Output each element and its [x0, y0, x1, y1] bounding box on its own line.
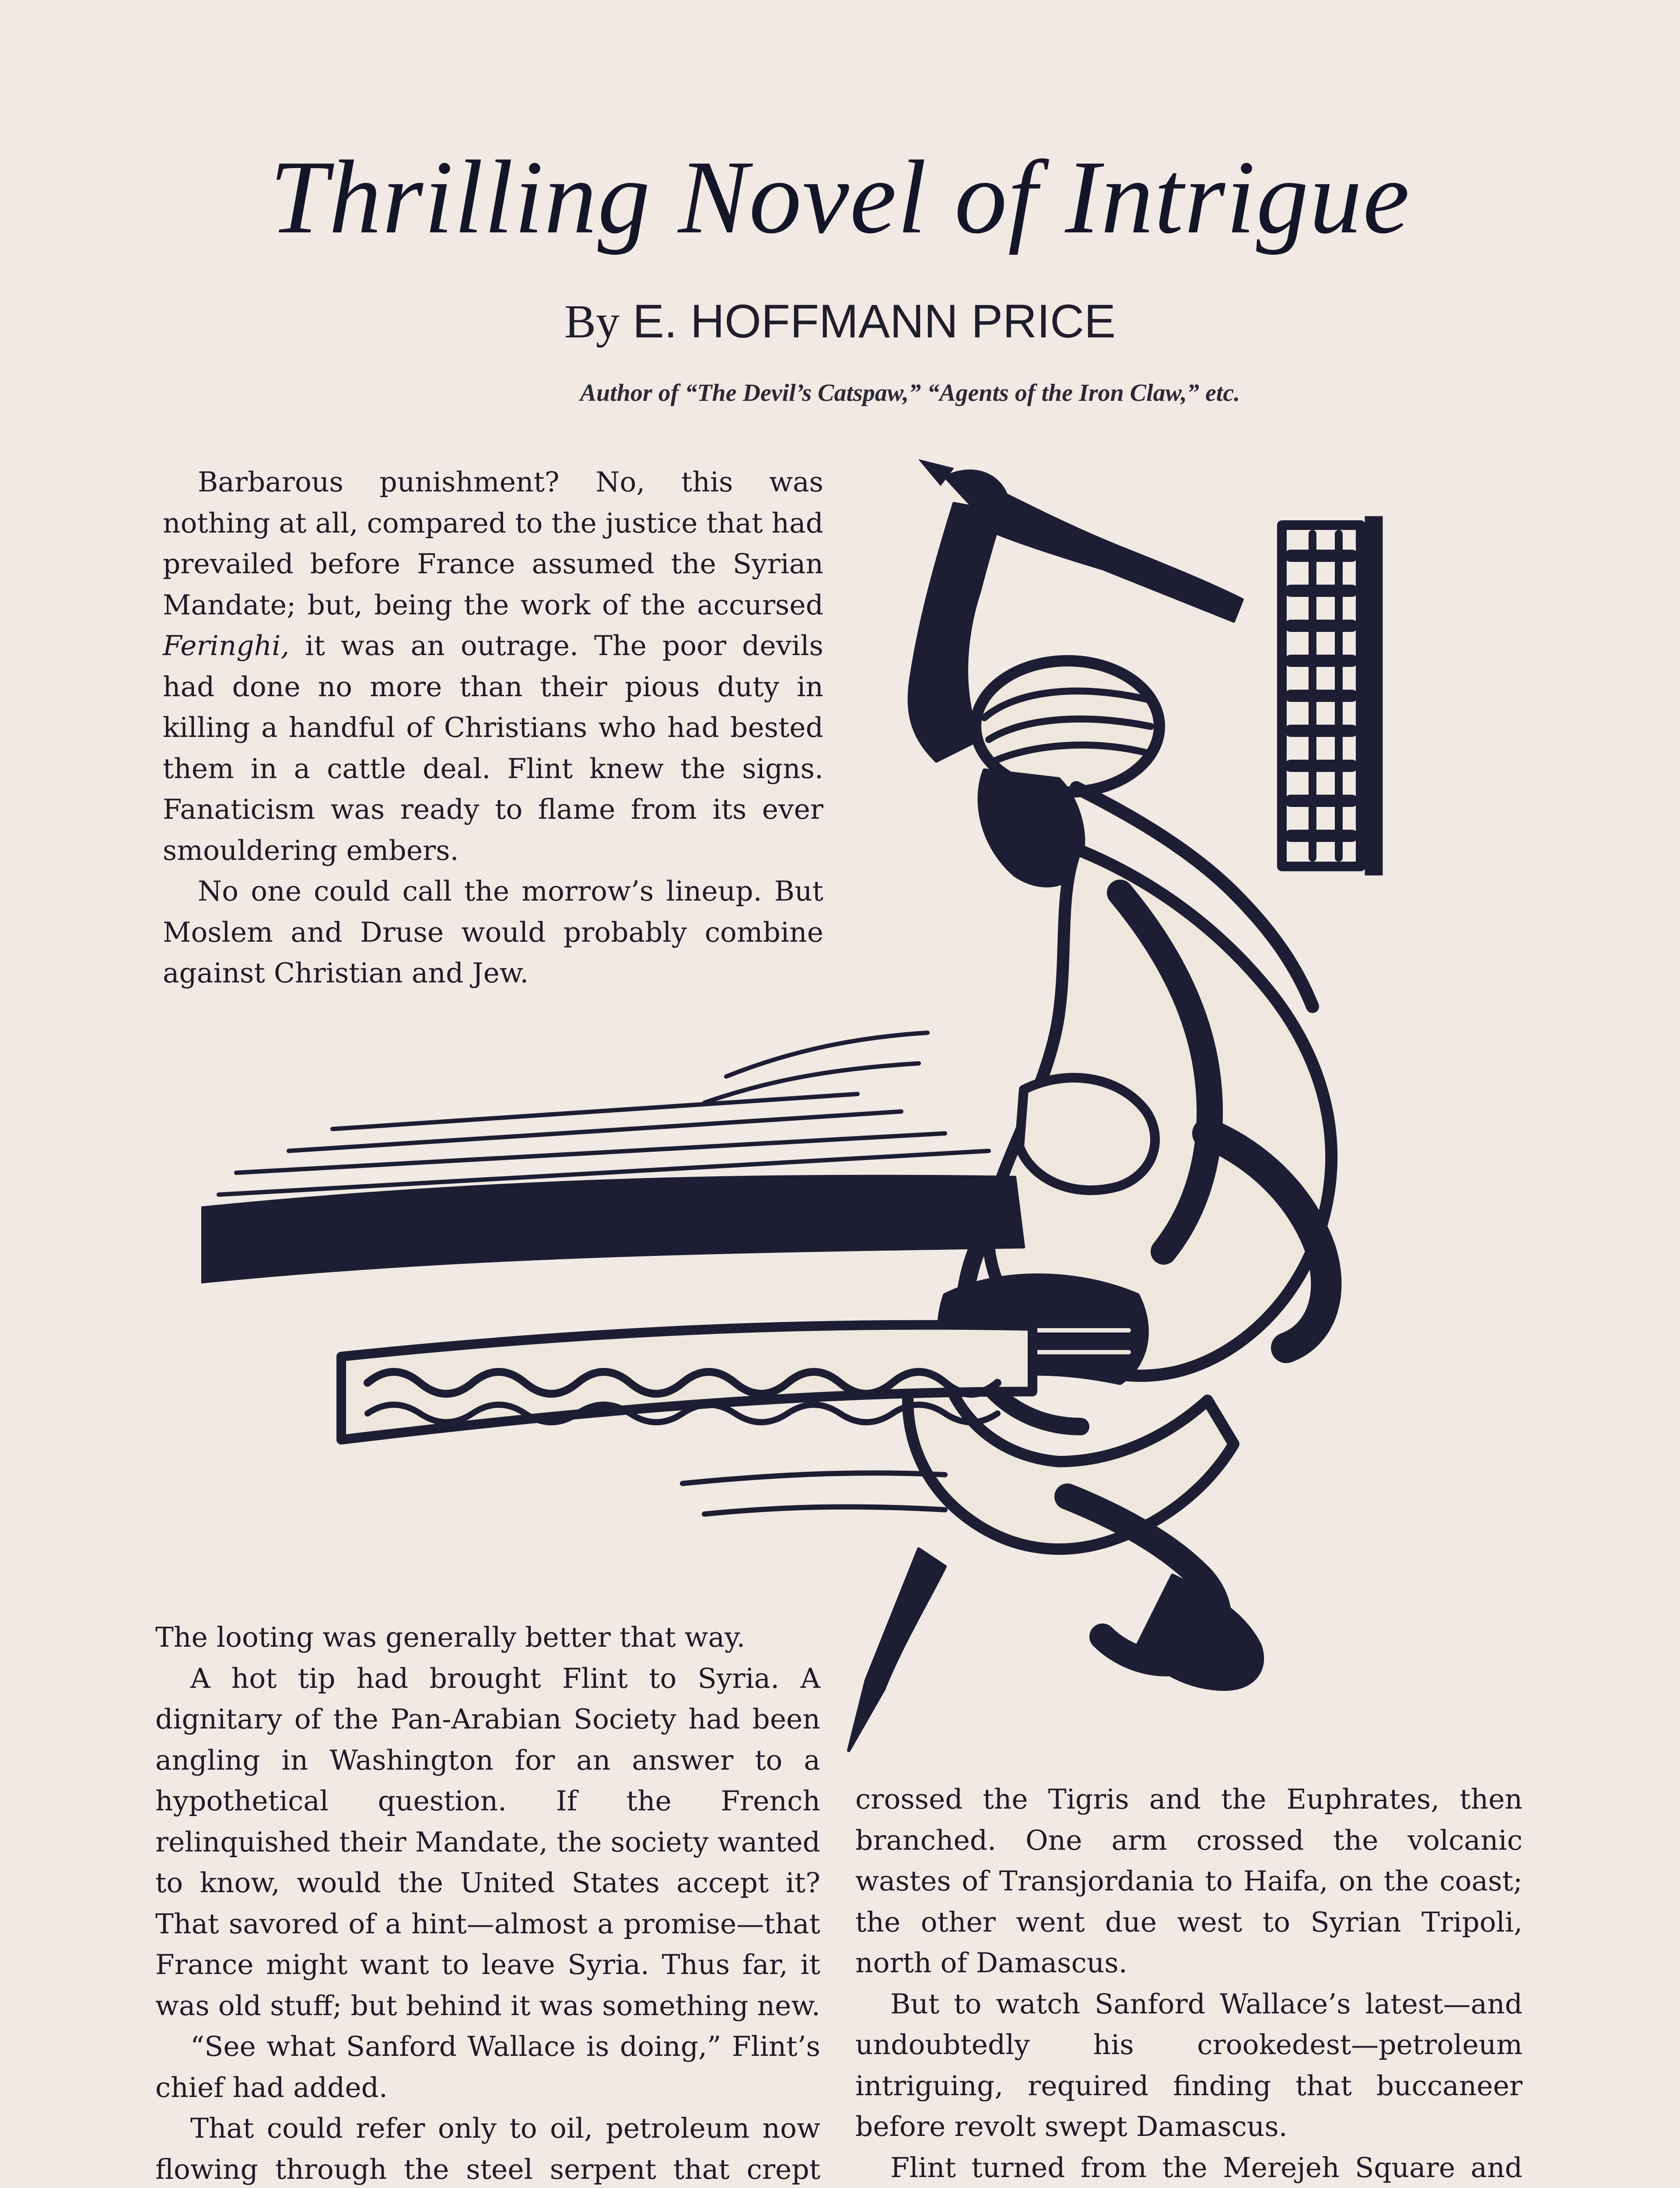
text-column-right: [855, 1779, 1522, 2188]
paragraph: [163, 462, 823, 871]
paragraph: Flint turned from the Merejeh Square and: [890, 2151, 1522, 2184]
paragraph: The looting was generally better that way.: [155, 1621, 746, 1653]
paragraph: That could refer only to oil, petroleum now flowing through the steel serpent that crept: [155, 2112, 820, 2185]
author-name: E. HOFFMANN PRICE: [633, 295, 1116, 347]
author-byline: [131, 295, 1549, 348]
paragraph: “See what Sanford Wallace is doing,” Flint’s chief had added.: [155, 2030, 820, 2104]
paragraph-text: Barbarous punishment? No, this was nothing at all, compared to the justice that had prevailed before France assumed the Syrian Mandate; but, being the work of the accursed: [163, 466, 823, 621]
author-credits: Author of “The Devil’s Catspaw,” “Agents of the Iron Claw,” etc.: [580, 379, 1240, 407]
byline-by: By: [564, 296, 620, 348]
paragraph: No one could call the morrow’s lineup. But Moslem and Druse would probably combine against Christian and Jew.: [163, 875, 823, 989]
text-column-top: [163, 462, 823, 994]
paragraph-emphasis: Feringhi,: [163, 630, 290, 662]
text-column-left: [155, 1617, 820, 2188]
story-title: Thrilling Novel of Intrigue: [270, 139, 1410, 255]
paragraph-text: it was an outrage. The poor devils had done no more than their pious duty in killing a handful of Christians who had bested them in a cattle deal. Flint knew the signs. Fanaticism was ready to flame from its ever smouldering embers.: [163, 630, 823, 866]
paragraph: But to watch Sanford Wallace’s latest—and undoubtedly his crookedest—petroleum intriguing, required finding that buccaneer before revolt swept Damascus.: [855, 1988, 1522, 2142]
paragraph: crossed the Tigris and the Euphrates, then branched. One arm crossed the volcanic wastes of Transjordania to Haifa, on the coast; the other went due west to Syrian Tripoli, north of Damascus.: [855, 1783, 1522, 1979]
lattice-window: [1282, 516, 1382, 875]
paragraph: A hot tip had brought Flint to Syria. A dignitary of the Pan-Arabian Society had been angling in Washington for an answer to a hypothetical question. If the French relinquished their Mandate, the society wanted to know, would the United States accept it? That savored of a hint—almost a promise—that France might want to leave Syria. Thus far, it was old stuff; but behind it was something new.: [155, 1662, 820, 2022]
